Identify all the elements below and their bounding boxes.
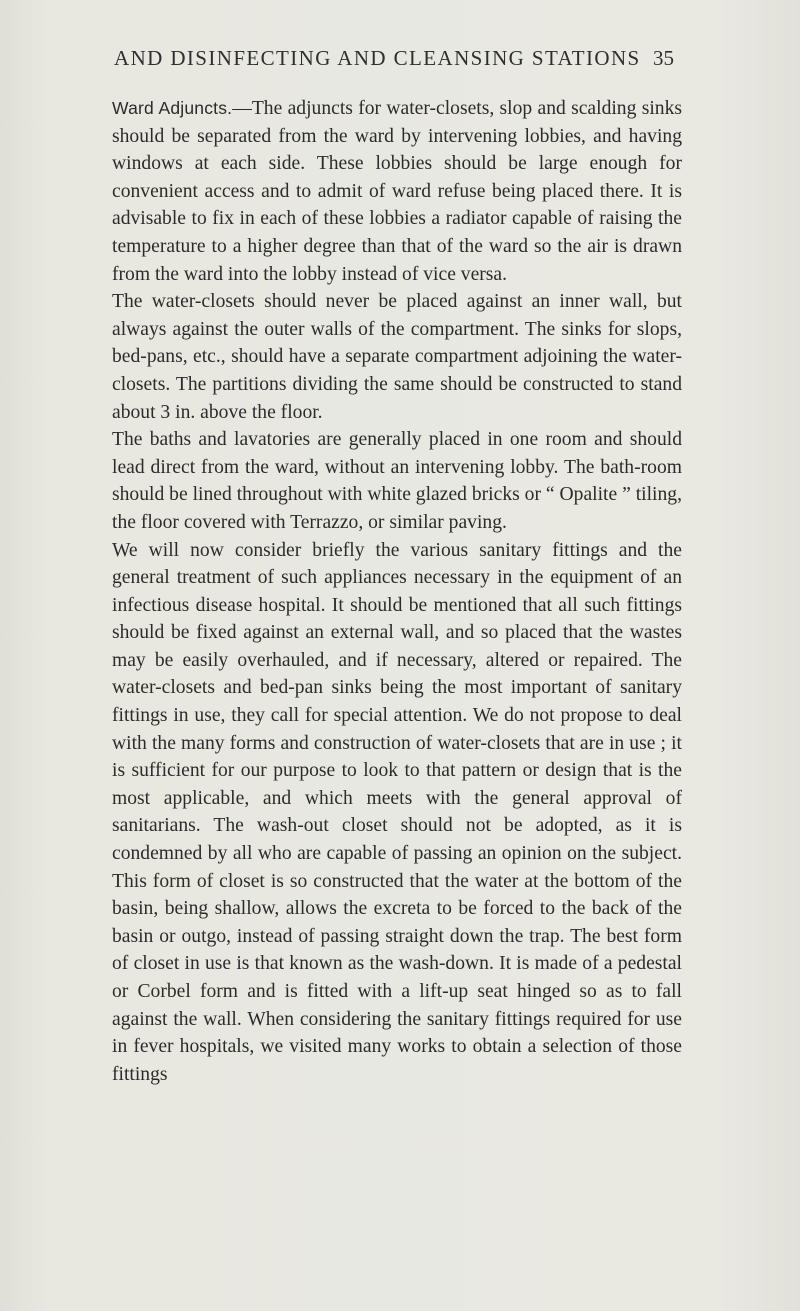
paragraph-ward-adjuncts [112, 95, 682, 288]
running-head-title: AND DISINFECTING AND CLEANSING STATIONS [114, 46, 641, 70]
paragraph-water-closets: The water-closets should never be placed against an inner wall, but always against the outer walls of the compartment. The sinks for slops, bed-pans, etc., should have a separate compartment adjoining the water-closets. The partitions dividing the same should be constructed to stand about 3 in. above the floor. [112, 291, 682, 423]
paragraph-baths: The baths and lavatories are generally placed in one room and should lead direct from the ward, without an intervening lobby. The bath-room should be lined throughout with white glazed bricks or “ Opalite ” tiling, the floor covered with Terrazzo, or similar paving. [112, 429, 682, 533]
body-text [112, 95, 682, 1088]
page-number: 35 [653, 46, 674, 70]
paragraph-text: —The adjuncts for water-closets, slop and scalding sinks should be separated from the ward by intervening lobbies, and having windows at each side. These lobbies should be large enough for convenient access and to admit of ward refuse being placed there. It is advisable to fix in each of these lobbies a radiator capable of raising the temperature to a higher degree than that of the ward so the air is drawn from the ward into the lobby instead of vice versa. [112, 98, 682, 285]
side-heading: Ward Adjuncts. [112, 98, 233, 118]
running-head [114, 46, 674, 71]
paragraph-sanitary-fittings: We will now consider briefly the various sanitary fittings and the general treatment of such appliances necessary in the equipment of an infectious disease hospital. It should be mentioned that all such fittings should be fixed against an external wall, and so placed that the wastes may be easily overhauled, and if necessary, altered or repaired. The water-closets and bed-pan sinks being the most important of sanitary fittings in use, they call for special attention. We do not propose to deal with the many forms and construction of water-closets that are in use ; it is sufficient for our purpose to look to that pattern or design that is the most applicable, and which meets with the general approval of sanitarians. The wash-out closet should not be adopted, as it is condemned by all who are capable of passing an opinion on the subject. This form of closet is so constructed that the water at the bottom of the basin, being shallow, allows the excreta to be forced to the back of the basin or outgo, instead of passing straight down the trap. The best form of closet in use is that known as the wash-down. It is made of a pedestal or Corbel form and is fitted with a lift-up seat hinged so as to fall against the wall. When considering the sanitary fittings required for use in fever hospitals, we visited many works to obtain a selection of those fittings [112, 539, 682, 1085]
